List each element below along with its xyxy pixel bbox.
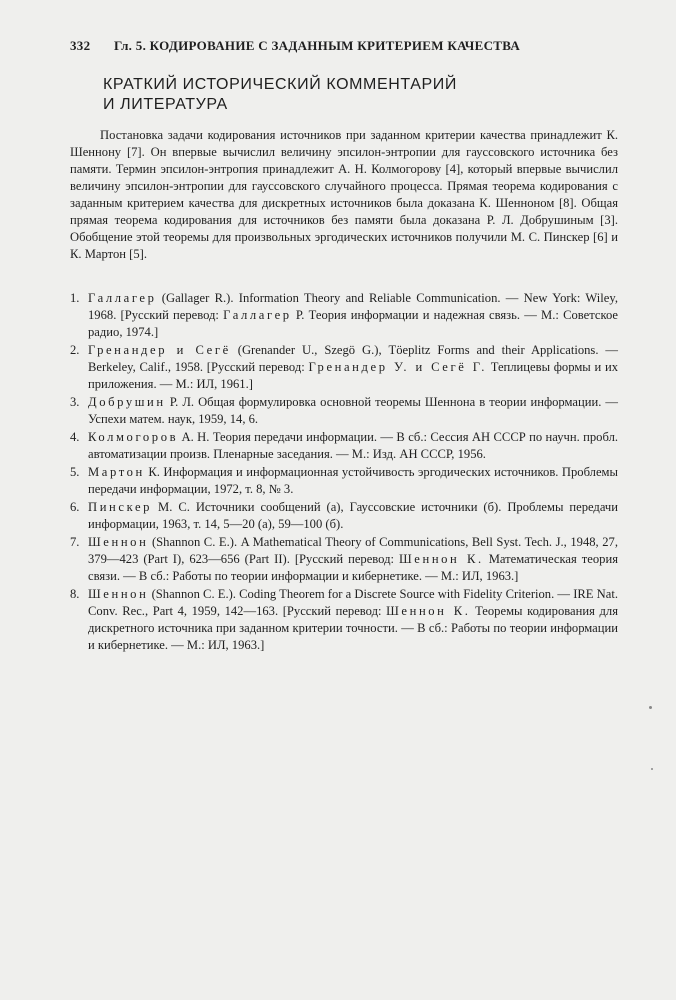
- reference-number: 4.: [70, 430, 80, 444]
- section-title-line-2: И ЛИТЕРАТУРА: [103, 96, 228, 113]
- reference-tail: Математическая теория связи. — В сб.: Работы по теории информации и кибернетике. — М.: ИЛ, 1963.]: [88, 552, 618, 583]
- reference-author: Шеннон: [88, 587, 149, 601]
- reference-tail: Теоремы кодирования для дискретного источника при заданном критерии точности. — В сб.: Работы по теории информации и кибернетике. — М.: ИЛ, 1963.]: [88, 604, 618, 652]
- reference-translation-author: Галлагер: [223, 308, 292, 322]
- reference-text: А. Н. Теория передачи информации. — В сб.: Сессия АН СССР по научн. пробл. автоматизации произв. Пленарные заседания. — М.: Изд. АН СССР, 1956.: [88, 430, 618, 461]
- reference-number: 8.: [70, 587, 80, 601]
- reference-number: 5.: [70, 465, 80, 479]
- reference-translation-author: Гренандер У. и Сегё Г.: [308, 360, 487, 374]
- reference-tail: Р. Теория информации и надежная связь. — М.: Советское радио, 1974.]: [88, 308, 618, 339]
- reference-author: Добрушин: [88, 395, 166, 409]
- reference-number: 3.: [70, 395, 80, 409]
- reference-item: [70, 394, 618, 428]
- reference-number: 6.: [70, 500, 80, 514]
- reference-text: (Shannon C. E.). Coding Theorem for a Discrete Source with Fidelity Criterion. — IRE Nat. Conv. Rec., Part 4, 1959, 142—163. [Русский перевод:: [88, 587, 618, 618]
- reference-item: [70, 429, 618, 463]
- reference-number: 2.: [70, 343, 80, 357]
- reference-author: Мартон: [88, 465, 145, 479]
- section-title: [103, 75, 603, 115]
- running-header: [70, 38, 630, 54]
- intro-paragraph: Постановка задачи кодирования источников при заданном критерии качества принадлежит К. Шеннону [7]. Он впервые вычислил величину эпсилон-энтропии для гауссовского источника без памяти. Термин эпсилон-энтропия принадлежит А. Н. Колмогорову [4], который впервые вычислил величину эпсилон-энтропии для гауссовского случайного процесса. Прямая теорема кодирования с заданным критерием качества для дискретных источников была доказана К. Шенноном [8]. Общая прямая теорема кодирования для источников без памяти была доказана Р. Л. Добрушиным [3]. Обобщение этой теоремы для произвольных эргодических источников получили М. С. Пинскер [6] и К. Мартон [5].: [70, 128, 618, 261]
- paper-speck: [649, 706, 652, 709]
- reference-text: К. Информация и информационная устойчивость эргодических источников. Проблемы передачи информации, 1972, т. 8, № 3.: [88, 465, 618, 496]
- reference-number: 7.: [70, 535, 80, 549]
- reference-text: (Shannon C. E.). A Mathematical Theory of Communications, Bell Syst. Tech. J., 1948, 27, 379—423 (Part I), 623—656 (Part II). [Русский перевод:: [88, 535, 618, 566]
- page-number: 332: [70, 38, 91, 53]
- reference-number: 1.: [70, 291, 80, 305]
- reference-text: (Grenander U., Szegö G.), Töeplitz Forms and their Applications. — Berkeley, Calif., 1958. [Русский перевод:: [88, 343, 618, 374]
- reference-author: Шеннон: [88, 535, 149, 549]
- chapter-title: Гл. 5. КОДИРОВАНИЕ С ЗАДАННЫМ КРИТЕРИЕМ КАЧЕСТВА: [113, 38, 521, 53]
- reference-list: [70, 290, 618, 655]
- paper-speck: [651, 768, 653, 770]
- reference-item: [70, 499, 618, 533]
- reference-author: Колмогоров: [88, 430, 179, 444]
- section-title-line-1: КРАТКИЙ ИСТОРИЧЕСКИЙ КОММЕНТАРИЙ: [103, 76, 457, 93]
- reference-text: М. С. Источники сообщений (а), Гауссовские источники (б). Проблемы передачи информации, 1963, т. 14, 5—20 (а), 59—100 (б).: [88, 500, 618, 531]
- reference-item: [70, 534, 618, 585]
- reference-author: Гренандер и Сегё: [88, 343, 231, 357]
- reference-text: Р. Л. Общая формулировка основной теоремы Шеннона в теории информации. — Успехи матем. наук, 1959, 14, 6.: [88, 395, 618, 426]
- reference-author: Пинскер: [88, 500, 153, 514]
- reference-item: [70, 342, 618, 393]
- reference-item: [70, 464, 618, 498]
- reference-item: [70, 290, 618, 341]
- reference-translation-author: Шеннон К.: [386, 604, 471, 618]
- reference-tail: Теплицевы формы и их приложения. — М.: ИЛ, 1961.]: [88, 360, 619, 391]
- reference-text: (Gallager R.). Information Theory and Reliable Communication. — New York: Wiley, 1968. [Русский перевод:: [88, 291, 618, 322]
- reference-translation-author: Шеннон К.: [398, 552, 484, 566]
- reference-item: [70, 586, 618, 654]
- reference-author: Галлагер: [88, 291, 157, 305]
